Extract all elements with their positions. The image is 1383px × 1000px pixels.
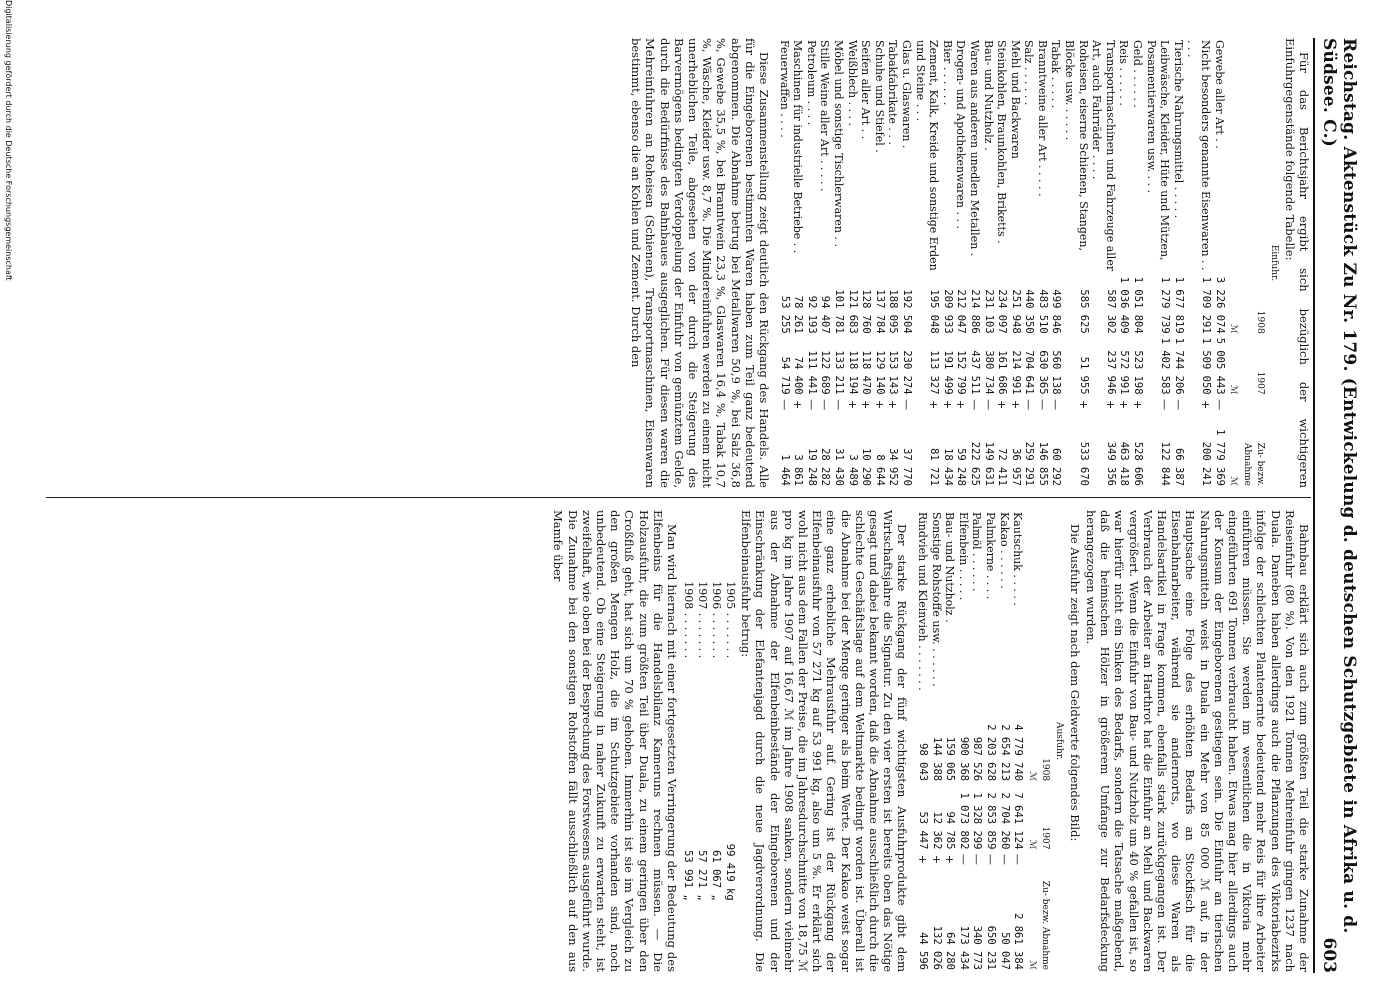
unit-label: ℳ bbox=[1026, 771, 1037, 782]
cell-s: + bbox=[859, 399, 873, 410]
cell-a: 1 279 739 bbox=[1159, 276, 1172, 334]
cell-label: Leibwäsche, Kleider, Hüte und Mützen, Posamentierwaren usw. . . . bbox=[1144, 40, 1172, 261]
table-row bbox=[929, 510, 943, 972]
cell-c: 528 606 bbox=[1132, 441, 1145, 486]
cell-v: 57 271 „ bbox=[695, 850, 708, 901]
cell-b: 191 499 bbox=[941, 350, 954, 395]
cell-s: + bbox=[954, 399, 968, 410]
cell-b: 54 719 bbox=[778, 356, 791, 395]
cell-label: Feuerwaffen . . . . bbox=[777, 40, 791, 138]
cell-label: Mehl und Backwaren bbox=[1008, 40, 1022, 159]
cell-label: Weißblech . . . . bbox=[845, 40, 859, 127]
cell-s: — bbox=[1158, 399, 1172, 411]
cell-label: Möbel und sonstige Tischlerwaren . . bbox=[831, 40, 845, 247]
cell-y: 1907 . . . . . . . bbox=[695, 581, 709, 659]
table-row bbox=[981, 38, 995, 488]
cell-label: Bau- und Nutzholz . bbox=[943, 512, 957, 623]
cell-b: 214 991 bbox=[1009, 350, 1022, 395]
table-row bbox=[940, 38, 954, 488]
cell-s: — bbox=[956, 853, 970, 865]
table-row bbox=[1117, 38, 1131, 488]
cell-b: 230 274 bbox=[900, 350, 913, 395]
cell-label: Reis . . . . . . bbox=[1117, 40, 1131, 106]
cell-s: — bbox=[967, 399, 981, 411]
table-row bbox=[913, 38, 940, 488]
table-row bbox=[709, 579, 723, 902]
table-row bbox=[997, 510, 1011, 972]
table-row bbox=[1090, 38, 1117, 488]
unit-row bbox=[1024, 510, 1038, 972]
cell-b: 129 140 bbox=[873, 350, 886, 395]
cell-a: 98 043 bbox=[917, 743, 929, 782]
cell-a: 3 226 074 bbox=[1213, 276, 1226, 334]
col-1908: 1908 bbox=[1040, 758, 1051, 782]
cell-c: 8 644 bbox=[873, 454, 886, 486]
table-header-row bbox=[1239, 38, 1266, 488]
cell-c: 64 280 bbox=[944, 932, 957, 970]
cell-c: 19 248 bbox=[805, 448, 818, 486]
cell-b: 161 686 bbox=[996, 350, 1009, 395]
cell-a: 587 302 bbox=[1104, 289, 1117, 334]
cell-a: 195 048 bbox=[928, 289, 941, 334]
cell-b: 1 073 802 bbox=[957, 792, 970, 850]
cell-c: 1 779 369 bbox=[1213, 429, 1226, 486]
cell-s: — bbox=[831, 399, 845, 411]
cell-label: Schuhe und Stiefel . bbox=[872, 40, 886, 153]
table-row bbox=[915, 510, 929, 972]
cell-c: 10 290 bbox=[860, 448, 873, 486]
cell-b: 1 328 299 bbox=[971, 792, 984, 850]
import-table-caption: Einfuhr. bbox=[1268, 244, 1279, 282]
cell-b: 133 211 bbox=[832, 350, 845, 395]
cell-s: — bbox=[1011, 853, 1025, 865]
cell-a: 251 948 bbox=[1009, 289, 1022, 334]
cell-label: Transportmaschinen und Fahrzeuge aller Art, auch Fahrräder . . . . bbox=[1090, 40, 1117, 272]
cell-b: 118 470 bbox=[860, 350, 873, 395]
cell-a: 121 683 bbox=[846, 289, 859, 334]
cell-c: 59 248 bbox=[955, 448, 968, 486]
unit-label: ℳ bbox=[1228, 384, 1239, 395]
cell-c: 200 241 bbox=[1200, 441, 1213, 486]
cell-label: Seifen aller Art . . bbox=[859, 40, 873, 140]
ivory-table bbox=[681, 579, 737, 902]
cell-b: 51 955 bbox=[1077, 356, 1090, 395]
table-row bbox=[804, 38, 818, 488]
col-change: Zu- bezw. Abnahme bbox=[1241, 442, 1266, 486]
table-row bbox=[872, 38, 886, 488]
table-row bbox=[859, 38, 873, 488]
cell-s: — bbox=[970, 853, 984, 865]
cell-a: 1 036 409 bbox=[1118, 276, 1131, 334]
table-row bbox=[1008, 38, 1022, 488]
cell-s: — bbox=[899, 399, 913, 411]
cell-c: 60 292 bbox=[1050, 448, 1063, 486]
table-row bbox=[1130, 38, 1144, 488]
table-header-row bbox=[1038, 510, 1052, 972]
cell-c: 149 631 bbox=[982, 441, 995, 486]
cell-s: + bbox=[995, 399, 1009, 410]
cell-a: 78 261 bbox=[792, 295, 805, 334]
col-1908: 1908 bbox=[1255, 310, 1266, 334]
import-analysis: Diese Zusammenstellung zeigt deutlich den Rückgang des Handels. Alle für die Eingeborenen bestimmten Waren haben zum Teil ganz bedeutend abgenommen. Die Abnahme betrug bei Metallwaren 50,9 %, bei Salz 36,8 %, Gewebe 35,5 %, bei Branntwein 23,3 %, Glaswaren 16,4 %, Tabak 10,7 %, Wäsche, Kleider usw. 8,7 %. Die Mindereinfuhren werden zu einem nicht unerheblichen Teile, abgesehen von der durch die Steigerung des Barvermögens bedingten Verdoppelung der Einfuhr von gemünztem Gelde, durch die Bedürfnisse des Bahnbaues ausgeglichen. Für diesen waren die Mehreinfuhren an Roheisen (Schienen), Transportmaschinen, Eisenwaren bestimmt, ebenso die an Kohlen und Zement. Durch den bbox=[629, 38, 772, 488]
cell-c: 66 387 bbox=[1172, 448, 1185, 486]
cell-c: 72 411 bbox=[996, 448, 1009, 486]
cell-c: 173 434 bbox=[957, 925, 970, 970]
cell-a: 214 886 bbox=[968, 289, 981, 334]
cell-a: 4 779 740 bbox=[1012, 724, 1025, 782]
cell-s: — bbox=[1049, 399, 1063, 411]
export-analysis: Der starke Rückgang der fünf wichtigsten Ausfuhrprodukte gibt dem Wirtschaftsjahre die Signatur. Zu den vier ersten ist bereits oben das Nötige gesagt und dabei bekannt worden, daß die Abnahme ausschließlich durch die schlechte Geschäftslage auf dem Weltmarkte bedingt worden ist. Überall ist die Abnahme bei der Menge geringer als beim Werte. Der Kakao weist sogar eine ganz erhebliche Mehrausfuhr auf. Gering ist der Rückgang der Elfenbeinausfuhr von 57 271 kg auf 53 991 kg, also um 5 %. Er erklärt sich wohl nicht aus dem Fallen der Preise, die im Jahresdurchschnitte von 18,75 ℳ pro kg im Jahre 1907 auf 16,67 ℳ im Jahre 1908 sanken, sondern vielmehr aus der Abnahme der Elfenbeinbestände der Eingeborenen und der Einschränkung der Elefantenjagd durch die neue Jagdverordnung. Die Elfenbeinausfuhr betrug: bbox=[739, 510, 910, 972]
page-number: 603 bbox=[1319, 937, 1339, 973]
cell-s: + bbox=[1117, 399, 1131, 410]
cell-a: 128 760 bbox=[860, 289, 873, 334]
cell-s: + bbox=[1131, 399, 1145, 410]
cell-b: 630 365 bbox=[1036, 350, 1049, 395]
cell-label: Sonstige Rohstoffe usw. . . . . . . bbox=[929, 512, 943, 687]
cell-s: + bbox=[1076, 399, 1090, 410]
cell-c: 132 026 bbox=[930, 925, 943, 970]
cell-s: — bbox=[983, 853, 997, 865]
cell-a: 1 677 819 bbox=[1172, 276, 1185, 334]
export-table bbox=[915, 510, 1051, 972]
col-1907: 1907 bbox=[1255, 371, 1266, 395]
cell-b: 1 509 050 bbox=[1200, 337, 1213, 395]
table-row bbox=[818, 38, 832, 488]
table-row bbox=[723, 579, 737, 902]
unit-label: ℳ bbox=[1026, 960, 1037, 970]
cell-label: Salz . . . . . . bbox=[1022, 40, 1036, 106]
cell-s: + bbox=[940, 399, 954, 410]
cell-b: 2 704 260 bbox=[998, 792, 1011, 850]
cell-label: Geld . . . . . . bbox=[1131, 40, 1145, 108]
cell-a: 209 933 bbox=[941, 289, 954, 334]
cell-b: 122 689 bbox=[819, 350, 832, 395]
ivory-rows bbox=[681, 579, 737, 902]
cell-b: 704 641 bbox=[1023, 350, 1036, 395]
cell-s: — bbox=[1035, 399, 1049, 411]
unit-label: ℳ bbox=[1026, 839, 1037, 850]
cell-b: 153 143 bbox=[887, 350, 900, 395]
cell-b: 5 005 443 bbox=[1213, 337, 1226, 395]
cell-label: Maschinen für industrielle Betriebe . . bbox=[791, 40, 805, 254]
cell-s: — bbox=[1212, 399, 1226, 411]
digitization-credit: Digitalisierung gefördert durch die Deutsche Forschungsgemeinschaft bbox=[4, 0, 13, 281]
cell-c: 146 855 bbox=[1036, 441, 1049, 486]
cell-label: Kakao . . . . . . bbox=[997, 512, 1011, 589]
cell-c: 28 282 bbox=[819, 448, 832, 486]
table-row bbox=[995, 38, 1009, 488]
table-row bbox=[967, 38, 981, 488]
unit-row bbox=[1226, 38, 1240, 488]
cell-c: 3 489 bbox=[846, 454, 859, 486]
table-row bbox=[1035, 38, 1049, 488]
cell-y: 1908 . . . . . . . bbox=[681, 581, 695, 659]
cell-s: — bbox=[1171, 399, 1185, 411]
cell-b: 237 946 bbox=[1104, 350, 1117, 395]
cell-v: 53 991 „ bbox=[681, 850, 694, 901]
cell-label: Tabakfabrikate . . . bbox=[886, 40, 900, 145]
table-row bbox=[956, 510, 970, 972]
cell-c: 259 291 bbox=[1023, 441, 1036, 486]
cell-a: 188 095 bbox=[887, 289, 900, 334]
wood-paragraph: Man wird hiernach mit einer fortgesetzten Verringerung der Bedeutung des Elfenbeins für die Handelsbilanz Kameruns rechnen müssen. — Die Holzausfuhr, die zum größten Teil über Duala, zu einem geringen über den Croßfluß geht, hat sich um 70 % gehoben. Immerhin ist sie im Vergleich zu den großen Mengen Holz, die im Schutzgebiete vorhanden sind, noch unbedeutend. Ob eine Steigerung in naher Zukunft zu erwarten steht, ist zweifelhaft, wie oben bei der Besprechung des Forstwesens ausgeführt wurde. Die Zunahme bei den sonstigen Rohstoffen fällt ausschließlich auf den aus Mamfe über bbox=[551, 510, 679, 972]
cell-b: 118 194 bbox=[846, 350, 859, 395]
cell-label: Kautschuk . . . . . bbox=[1011, 512, 1025, 606]
cell-label: Stille Weine aller Art . . . . . bbox=[818, 40, 832, 192]
cell-a: 231 103 bbox=[982, 289, 995, 334]
cell-b: 53 447 bbox=[917, 811, 929, 850]
table-row bbox=[777, 38, 791, 488]
cell-b: 111 441 bbox=[805, 350, 818, 395]
cell-c: 81 721 bbox=[928, 448, 941, 486]
cell-a: 101 781 bbox=[832, 289, 845, 334]
cell-a: 137 784 bbox=[873, 289, 886, 334]
cell-a: 2 654 213 bbox=[998, 724, 1011, 782]
table-row bbox=[1171, 38, 1185, 488]
cell-label: Nicht besonders genannte Eisenwaren . . . . . bbox=[1185, 40, 1213, 271]
cell-b: 380 734 bbox=[982, 350, 995, 395]
cell-label: Palmkerne . . . . bbox=[983, 512, 997, 600]
cell-b: 437 511 bbox=[968, 350, 981, 395]
cell-c: 2 861 384 bbox=[1012, 913, 1025, 970]
cell-c: 34 952 bbox=[887, 448, 900, 486]
cell-label: Petroleum . . . . bbox=[804, 40, 818, 126]
cell-a: 1 709 291 bbox=[1200, 276, 1213, 334]
table-row bbox=[970, 510, 984, 972]
cell-a: 159 065 bbox=[944, 736, 957, 782]
table-row bbox=[1185, 38, 1212, 488]
cell-a: 94 407 bbox=[819, 295, 832, 334]
cell-s: + bbox=[927, 399, 941, 410]
col-1907: 1907 bbox=[1040, 826, 1051, 850]
cell-b: 94 785 bbox=[944, 811, 957, 850]
import-rows bbox=[777, 38, 1226, 488]
cell-c: 122 844 bbox=[1159, 441, 1172, 486]
rice-paragraph: Bahnbau erklärt sich auch zum größten Teil die starke Zunahme der Reiseinfuhr (80 %). Von den 1921 Tonnen Mehreinfuhr gingen 1237 nach Duala. Daneben haben allerdings auch die Pflanzungen des Viktoriabezirks infolge der schlechten Plantenernte bedeutend mehr Reis für ihre Arbeiter einführen müssen. Sie werden im wesentlichen die in Viktoria mehr eingeführten 691 Tonnen verbraucht haben. Etwas mag hier allerdings auch der Konsum der Eingeborenen gestiegen sein. Die Einfuhr an tierischen Nahrungsmitteln weist in Duala ein Mehr von 85 000 ℳ auf, in der Hauptsache eine Folge des erhöhten Bedarfs an Stockfisch für die Eisenbahnarbeiter, während sie andernorts, wo diese Waren als Handelsartikel in Frage kommen, ebenfalls stark zurückgegangen ist. Der Verbrauch der Arbeiter an Harthrot hat die Einfuhr an Mehl und Backwaren vergrößert. Wenn die Einfuhr von Bau- und Nutzholz um 40 % gefallen ist, so war hierfür nicht ein Sinken des Bedarfs, sondern die Tatsache maßgebend, daß die heimischen Hölzer in größerem Umfange zur Bedarfsdeckung herangezogen wurden. bbox=[1083, 510, 1311, 972]
export-table-caption: Ausfuhr. bbox=[1053, 721, 1064, 760]
cell-label: Bau- und Nutzholz . bbox=[981, 40, 995, 151]
cell-y: 1905 . . . . . . . bbox=[723, 581, 737, 659]
cell-label: Waren aus anderen unedlen Metallen . bbox=[967, 40, 981, 257]
cell-s: — bbox=[981, 399, 995, 411]
table-row bbox=[845, 38, 859, 488]
cell-label: Elfenbein . . . . . bbox=[956, 512, 970, 601]
cell-c: 3 861 bbox=[792, 454, 805, 486]
table-row bbox=[954, 38, 968, 488]
cell-b: 74 400 bbox=[792, 356, 805, 395]
table-row bbox=[831, 38, 845, 488]
cell-v: 99 419 kg bbox=[723, 843, 736, 901]
cell-label: Rindvieh und Kleinvieh . . . . . . . bbox=[916, 512, 929, 691]
cell-a: 234 097 bbox=[996, 289, 1009, 334]
cell-y: 1906 . . . . . . . bbox=[709, 581, 723, 659]
cell-a: 53 255 bbox=[778, 295, 791, 334]
table-row bbox=[1212, 38, 1226, 488]
cell-a: 483 510 bbox=[1036, 289, 1049, 334]
cell-b: 523 198 bbox=[1132, 350, 1145, 395]
unit-label: ℳ bbox=[1228, 324, 1239, 334]
cell-a: 900 368 bbox=[957, 736, 970, 782]
cell-a: 987 526 bbox=[971, 736, 984, 782]
cell-label: Branntweine aller Art . . . . . bbox=[1035, 40, 1049, 197]
table-row bbox=[1144, 38, 1171, 488]
table-row bbox=[695, 579, 709, 902]
cell-s: — bbox=[1022, 399, 1036, 411]
cell-s: + bbox=[845, 399, 859, 410]
cell-s: + bbox=[916, 854, 929, 865]
table-row bbox=[1011, 510, 1025, 972]
page-header bbox=[1313, 38, 1359, 973]
cell-label: Glas u. Glaswaren . bbox=[899, 40, 913, 149]
cell-b: 2 853 859 bbox=[984, 792, 997, 850]
table-row bbox=[943, 510, 957, 972]
right-column bbox=[41, 510, 1311, 972]
export-intro: Die Ausfuhr zeigt nach dem Geldwerte folgendes Bild: bbox=[1067, 524, 1082, 842]
cell-b: 560 138 bbox=[1050, 350, 1063, 395]
cell-c: 31 430 bbox=[832, 448, 845, 486]
cell-label: Tierische Nahrungsmittel . . . . . bbox=[1171, 40, 1185, 219]
cell-s: + bbox=[886, 399, 900, 410]
cell-v: 61 067 „ bbox=[709, 850, 722, 901]
cell-s: — bbox=[997, 853, 1011, 865]
table-row bbox=[1062, 38, 1089, 488]
table-row bbox=[1049, 38, 1063, 488]
cell-b: 152 799 bbox=[955, 350, 968, 395]
unit-label: ℳ bbox=[1228, 476, 1239, 486]
cell-label: Zement, Kalk, Kreide und sonstige Erden und Steine . . . bbox=[913, 40, 941, 271]
cell-a: 92 193 bbox=[805, 295, 818, 334]
cell-a: 192 504 bbox=[900, 289, 913, 334]
table-row bbox=[1022, 38, 1036, 488]
cell-a: 2 203 628 bbox=[984, 724, 997, 782]
left-column bbox=[41, 38, 1311, 488]
cell-c: 533 670 bbox=[1077, 441, 1090, 486]
cell-c: 349 356 bbox=[1104, 441, 1117, 486]
cell-b: 7 641 124 bbox=[1012, 792, 1025, 850]
cell-label: Gewebe aller Art . . bbox=[1212, 40, 1226, 149]
cell-label: Palmöl . . . . . . bbox=[970, 512, 984, 592]
cell-s: — bbox=[777, 399, 791, 411]
cell-c: 36 957 bbox=[1009, 448, 1022, 486]
cell-c: 50 047 bbox=[998, 932, 1011, 970]
cell-c: 37 770 bbox=[900, 448, 913, 486]
cell-b: 1 744 206 bbox=[1172, 337, 1185, 395]
export-rows bbox=[915, 510, 1024, 972]
cell-c: 18 434 bbox=[941, 448, 954, 486]
cell-s: + bbox=[791, 399, 805, 410]
cell-label: Drogen- und Apothekenwaren . . . bbox=[954, 40, 968, 229]
cell-b: 113 327 bbox=[928, 350, 941, 395]
cell-label: Tabak . . . . . bbox=[1049, 40, 1063, 109]
table-row bbox=[886, 38, 900, 488]
cell-c: 222 625 bbox=[968, 441, 981, 486]
cell-a: 440 350 bbox=[1023, 289, 1036, 334]
cell-label: Roheisen, eiserne Schienen, Stangen, Blöcke usw. . . . . . bbox=[1063, 40, 1090, 251]
cell-s: + bbox=[1199, 399, 1213, 410]
cell-s: — bbox=[818, 399, 832, 411]
table-row bbox=[681, 579, 695, 902]
page-title: Reichstag. Aktenstück Zu Nr. 179. (Entwickelung d. deutschen Schutzgebiete in Afrika u. d. Südsee. C.) bbox=[1319, 38, 1359, 934]
cell-c: 650 231 bbox=[984, 925, 997, 970]
table-row bbox=[791, 38, 805, 488]
cell-a: 499 846 bbox=[1050, 289, 1063, 334]
import-intro: Für das Berichtsjahr ergibt sich bezüglich der wichtigeren Einfuhrgegenstände folgende Tabelle: bbox=[1282, 38, 1311, 488]
col-change: Zu- bezw. Abnahme bbox=[1040, 880, 1051, 970]
table-row bbox=[983, 510, 997, 972]
cell-c: 340 773 bbox=[971, 925, 984, 970]
cell-c: 44 596 bbox=[917, 932, 929, 970]
cell-s: + bbox=[1008, 399, 1022, 410]
cell-b: 12 362 bbox=[930, 811, 943, 850]
cell-a: 144 388 bbox=[930, 736, 943, 782]
cell-c: 463 418 bbox=[1118, 441, 1131, 486]
cell-s: + bbox=[943, 854, 957, 865]
cell-s: — bbox=[804, 399, 818, 411]
import-table bbox=[777, 38, 1266, 488]
table-row bbox=[899, 38, 913, 488]
cell-label: Bier . . . . . . bbox=[940, 40, 954, 106]
cell-s: + bbox=[929, 854, 943, 865]
column-divider bbox=[46, 497, 1311, 498]
cell-s: + bbox=[872, 399, 886, 410]
cell-b: 572 991 bbox=[1118, 350, 1131, 395]
cell-a: 212 047 bbox=[955, 289, 968, 334]
cell-a: 1 051 804 bbox=[1132, 276, 1145, 334]
cell-a: 585 625 bbox=[1077, 289, 1090, 334]
cell-s: + bbox=[1103, 399, 1117, 410]
cell-label: Steinkohlen, Braunkohlen, Briketts . bbox=[995, 40, 1009, 244]
cell-b: 1 402 583 bbox=[1159, 337, 1172, 395]
cell-c: 1 464 bbox=[778, 454, 791, 486]
